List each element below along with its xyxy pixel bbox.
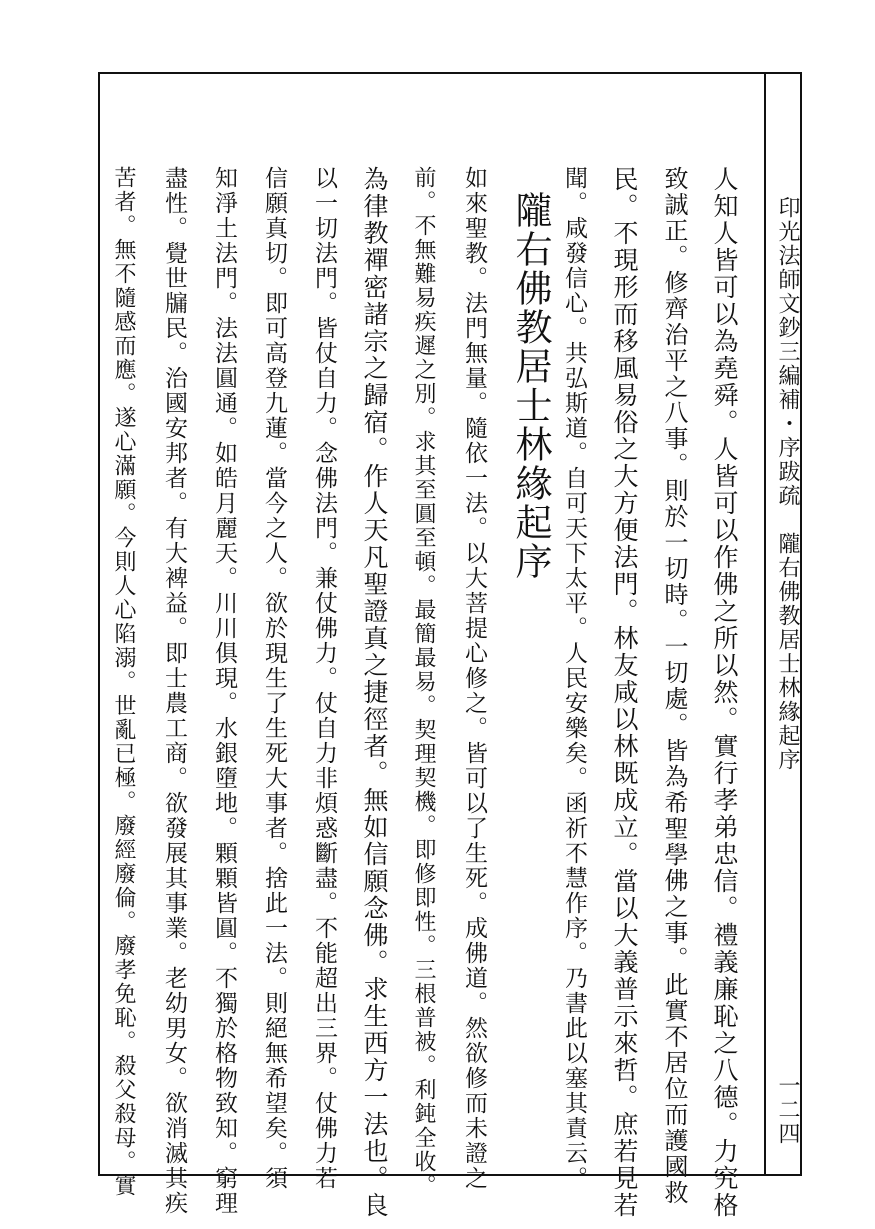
text-column: 聞。咸發信心。共弘斯道。自可天下太平。人民安樂矣。函祈不慧作序。乃書此以塞其責云。 (561, 166, 587, 1191)
text-column: 盡性。覺世牖民。治國安邦者。有大裨益。即士農工商。欲發展其事業。老幼男女。欲消滅其疾 (161, 166, 187, 1216)
text-column: 以一切法門。皆仗自力。念佛法門。兼仗佛力。仗自力非煩惑斷盡。不能超出三界。仗佛力若 (311, 166, 337, 1191)
text-column: 知淨土法門。法法圓通。如皓月麗天。川川俱現。水銀墮地。顆顆皆圓。不獨於格物致知。窮理 (211, 166, 237, 1216)
text-column: 前。不無難易疾遲之別。求其至圓至頓。最簡最易。契理契機。即修即性。三根普被。利鈍全收。 (411, 166, 436, 1198)
text-column: 為律教禪密諸宗之歸宿。作人天凡聖證真之捷徑者。無如信願念佛。求生西方一法也。良 (360, 166, 389, 1219)
text-column: 致誠正。修齊治平之八事。則於一切時。一切處。皆為希聖學佛之事。此實不居位而護國救 (660, 166, 688, 1206)
section-title: 隴右佛教居士林緣起序 (509, 152, 552, 581)
text-frame (98, 72, 766, 1219)
page-number: 一二四 (775, 1074, 800, 1146)
text-column: 人知人皆可以為堯舜。人皆可以作佛之所以然。實行孝弟忠信。禮義廉恥之八德。力究格 (710, 166, 739, 1219)
text-column: 苦者。無不隨感而應。遂心滿願。今則人心陷溺。世亂已極。廢經廢倫。廢孝免恥。殺父殺母。實 (111, 166, 136, 1198)
text-column: 信願真切。即可高登九蓮。當今之人。欲於現生了生死大事者。捨此一法。則絕無希望矣。須 (261, 166, 287, 1191)
running-header-title: 印光法師文鈔三編補・序跋疏 隴右佛教居士林緣起序 (775, 196, 800, 772)
text-column: 民。不現形而移風易俗之大方便法門。林友咸以林既成立。當以大義普示來哲。庶若見若 (610, 166, 639, 1219)
text-column: 如來聖教。法門無量。隨依一法。以大菩提心修之。皆可以了生死。成佛道。然欲修而未證之 (461, 166, 487, 1191)
page-header-bar (766, 72, 802, 1176)
